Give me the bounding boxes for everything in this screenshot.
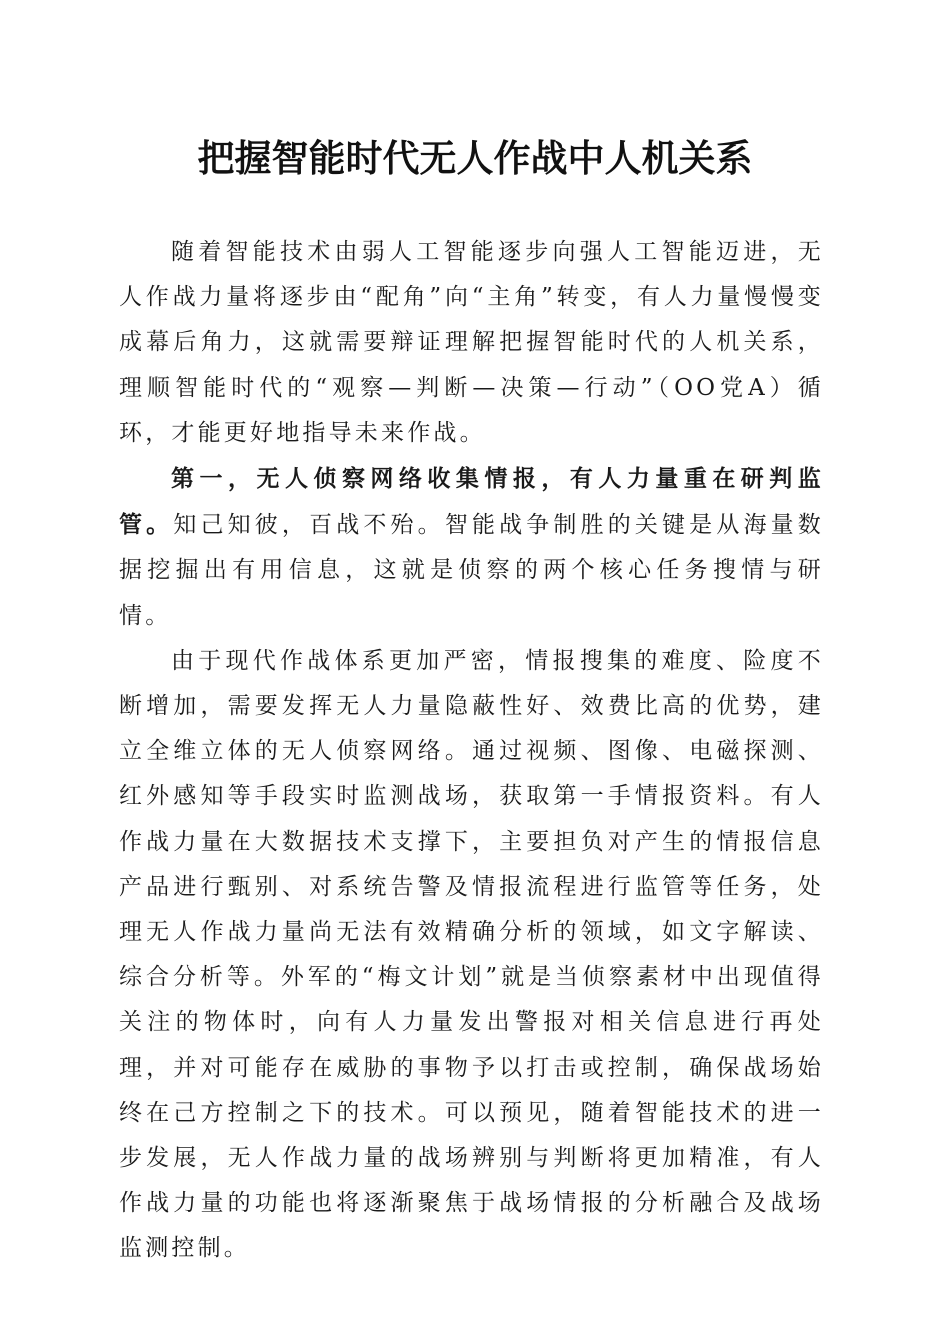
document-title: 把握智能时代无人作战中人机关系 (197, 136, 753, 180)
paragraph-text: 知己知彼，百战不殆。智能战争制胜的关键是从海量数据挖掘出有用信息，这就是侦察的两个核心任务搜情与研情。 (119, 512, 824, 629)
paragraph-section-one (119, 456, 824, 639)
document-body (119, 230, 824, 1272)
paragraph-lead-heading: 第一，无人侦察网络收集情报，有人力量重在研判监管。 (119, 465, 824, 539)
paragraph-text: 随着智能技术由弱人工智能逐步向强人工智能迈进，无人作战力量将逐步由“配角”向“主角”转变，有人力量慢慢变成幕后角力，这就需要辩证理解把握智能时代的人机关系，理顺智能时代的“观察—判断—决策—行动”（OO党A）循环，才能更好地指导未来作战。 (119, 239, 824, 446)
paragraph-intro (119, 230, 824, 456)
paragraph-detail (119, 639, 824, 1272)
paragraph-text: 由于现代作战体系更加严密，情报搜集的难度、险度不断增加，需要发挥无人力量隐蔽性好、效费比高的优势，建立全维立体的无人侦察网络。通过视频、图像、电磁探测、红外感知等手段实时监测战场，获取第一手情报资料。有人作战力量在大数据技术支撑下，主要担负对产生的情报信息产品进行甄别、对系统告警及情报流程进行监管等任务，处理无人作战力量尚无法有效精确分析的领域，如文字解读、综合分析等。外军的“梅文计划”就是当侦察素材中出现值得关注的物体时，向有人力量发出警报对相关信息进行再处理，并对可能存在威胁的事物予以打击或控制，确保战场始终在己方控制之下的技术。可以预见，随着智能技术的进一步发展，无人作战力量的战场辨别与判断将更加精准，有人作战力量的功能也将逐渐聚焦于战场情报的分析融合及战场监测控制。 (119, 647, 824, 1262)
